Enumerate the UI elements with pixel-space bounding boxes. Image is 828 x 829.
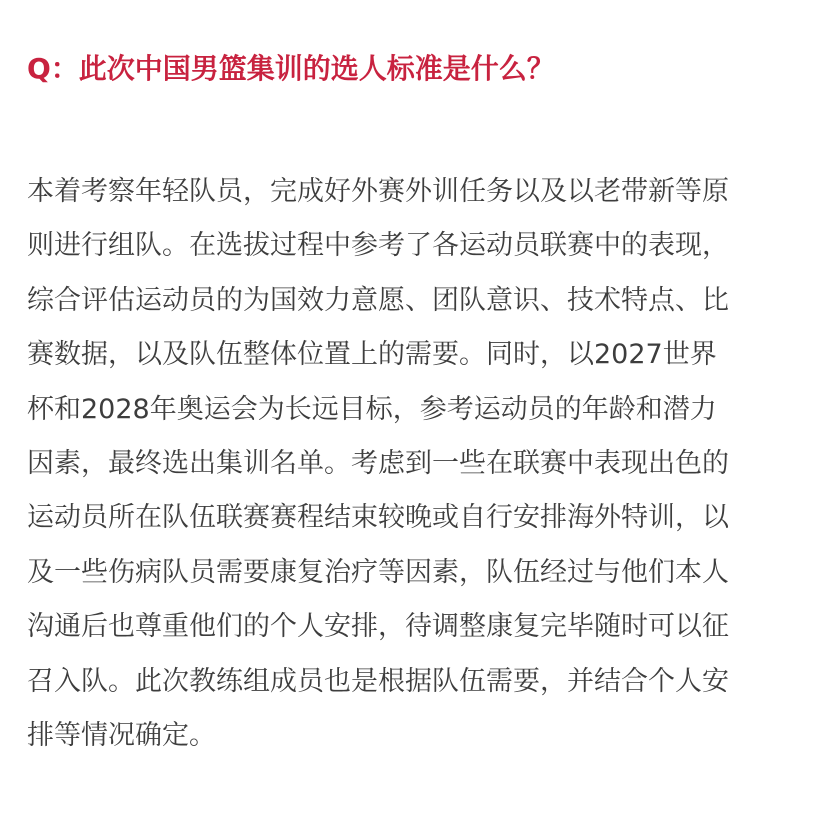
answer-line: 因素，最终选出集训名单。考虑到一些在联赛中表现出色的 [27, 447, 729, 479]
answer-line: 召入队。此次教练组成员也是根据队伍需要，并结合个人安 [27, 665, 729, 697]
question-heading: Q：此次中国男篮集训的选人标准是什么？ [27, 52, 555, 85]
answer-line: 综合评估运动员的为国效力意愿、团队意识、技术特点、比 [27, 284, 729, 316]
answer-line: 赛数据，以及队伍整体位置上的需要。同时，以2027世界 [27, 339, 717, 371]
answer-line: 杯和2028年奥运会为长远目标，参考运动员的年龄和潜力 [27, 393, 717, 425]
answer-line: 排等情况确定。 [27, 719, 216, 751]
answer-line: 则进行组队。在选拔过程中参考了各运动员联赛中的表现， [27, 230, 729, 262]
answer-line: 本着考察年轻队员，完成好外赛外训任务以及以老带新等原 [27, 176, 729, 207]
answer-line: 运动员所在队伍联赛赛程结束较晚或自行安排海外特训，以 [27, 502, 729, 534]
answer-line: 沟通后也尊重他们的个人安排，待调整康复完毕随时可以征 [27, 611, 729, 643]
answer-line: 及一些伤病队员需要康复治疗等因素，队伍经过与他们本人 [27, 556, 729, 588]
answer-paragraph [27, 172, 817, 770]
